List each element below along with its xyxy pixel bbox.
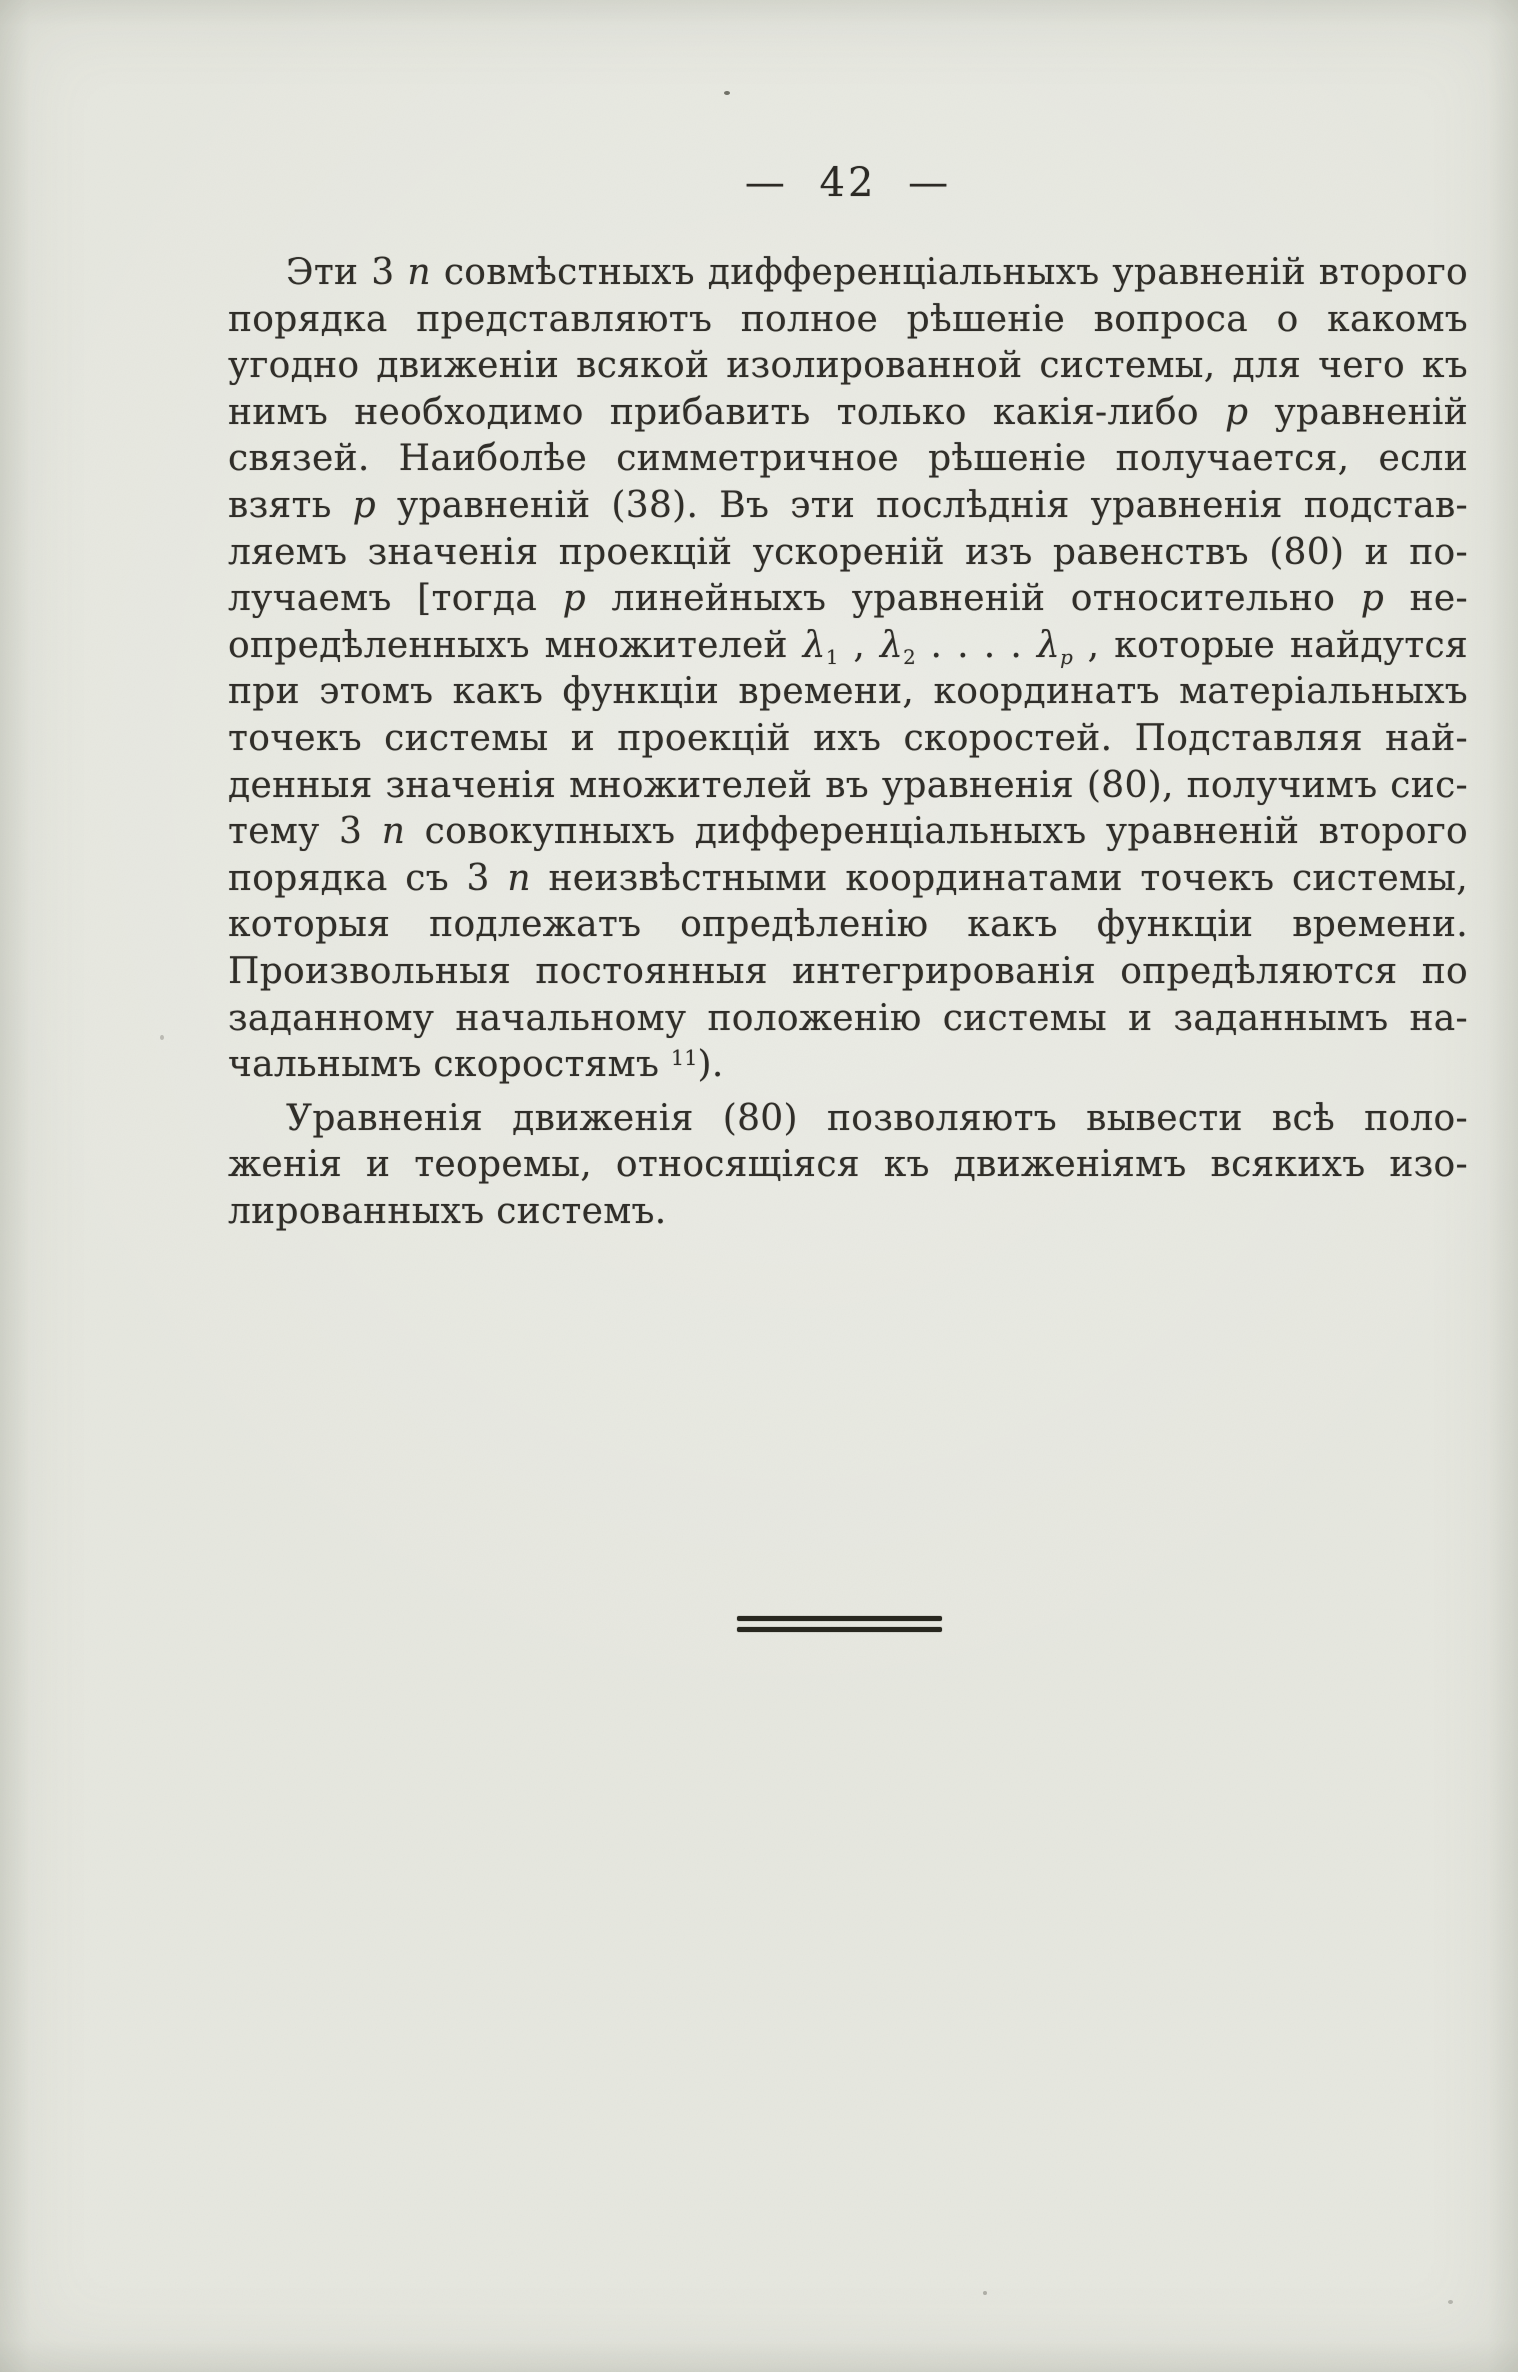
text-segment: женія и теоремы, относящіяся къ движеніямъ всякихъ изо- xyxy=(228,1144,1468,1186)
text-segment: тему 3 xyxy=(228,811,382,853)
text-segment: p xyxy=(1225,391,1249,433)
text-segment: опредѣленныхъ множителей xyxy=(228,624,803,666)
text-segment: n xyxy=(381,811,406,853)
scan-speck xyxy=(983,2291,987,2295)
body-text xyxy=(228,250,1468,1235)
text-segment: 2 xyxy=(903,645,916,669)
text-segment: угодно движеніи всякой изолированной системы, для чего къ xyxy=(228,345,1468,387)
scan-speck xyxy=(160,1035,164,1040)
text-segment: связей. Наиболѣе симметричное рѣшеніе получается, если xyxy=(228,438,1468,480)
text-segment: линейныхъ уравненій относительно xyxy=(586,578,1361,620)
text-line xyxy=(228,669,1468,716)
text-segment: 1 xyxy=(825,645,839,669)
text-segment: совокупныхъ дифференціальныхъ уравненій второго xyxy=(405,811,1469,853)
text-segment: ляемъ значенія проекцій ускореній изъ равенствъ (80) и по- xyxy=(228,531,1468,573)
scan-speck xyxy=(1448,2300,1453,2304)
page-number: — 42 — xyxy=(744,160,952,206)
text-line xyxy=(228,996,1468,1043)
text-line xyxy=(228,1189,1468,1236)
text-segment: ). xyxy=(697,1044,724,1086)
text-segment: p xyxy=(1360,578,1385,620)
text-line xyxy=(228,1142,1468,1189)
text-segment: , xyxy=(838,624,880,666)
text-line xyxy=(228,623,1468,670)
text-segment: чальнымъ скоростямъ xyxy=(228,1044,671,1086)
text-segment: неизвѣстными координатами точекъ системы, xyxy=(530,857,1468,899)
text-segment: p xyxy=(1060,645,1073,669)
text-segment: p xyxy=(352,484,376,526)
text-segment: . . . . xyxy=(915,624,1037,666)
text-segment: p xyxy=(562,578,586,620)
text-segment: не- xyxy=(1384,578,1468,620)
text-segment: лучаемъ [тогда xyxy=(228,578,563,620)
text-line xyxy=(228,250,1468,297)
text-segment: совмѣстныхъ дифференціальныхъ уравненій второго xyxy=(430,252,1469,293)
text-segment: , которые найдутся xyxy=(1072,624,1468,666)
text-line xyxy=(228,530,1468,577)
divider-rule-bottom xyxy=(737,1627,942,1632)
paragraph xyxy=(228,1096,1468,1236)
text-segment: при этомъ какъ функціи времени, координатъ матеріальныхъ xyxy=(228,671,1468,713)
text-line xyxy=(228,1096,1468,1143)
text-segment: уравненій (38). Въ эти послѣднія уравненія подстав- xyxy=(375,484,1469,526)
text-line xyxy=(228,949,1468,996)
text-segment: Уравненія движенія (80) позволяютъ вывести всѣ поло- xyxy=(286,1097,1468,1139)
text-segment: Произвольныя постоянныя интегрированія опредѣляются по xyxy=(228,950,1468,992)
text-segment: заданному начальному положенію системы и заданнымъ на- xyxy=(228,997,1468,1039)
paragraph xyxy=(228,250,1468,1089)
text-segment: точекъ системы и проекцій ихъ скоростей. Подставляя най- xyxy=(228,717,1468,759)
text-line xyxy=(228,297,1468,344)
section-divider xyxy=(737,1616,942,1632)
text-segment: которыя подлежатъ опредѣленію какъ функціи времени. xyxy=(228,904,1468,946)
text-line xyxy=(228,483,1468,530)
text-segment: λ xyxy=(879,624,904,666)
text-line xyxy=(228,902,1468,949)
text-line xyxy=(228,436,1468,483)
text-line xyxy=(228,390,1468,437)
text-segment: λ xyxy=(802,624,826,666)
text-segment: Эти 3 xyxy=(286,252,408,293)
text-line xyxy=(228,856,1468,903)
text-segment: денныя значенія множителей въ уравненія (80), получимъ сис- xyxy=(228,764,1468,806)
divider-rule-top xyxy=(737,1616,942,1621)
text-segment: взять xyxy=(228,484,353,526)
text-segment: n xyxy=(507,857,531,899)
text-segment: уравненій xyxy=(1248,391,1468,433)
text-line xyxy=(228,716,1468,763)
text-line xyxy=(228,809,1468,856)
text-segment: 11 xyxy=(670,1045,698,1070)
text-segment: n xyxy=(407,252,431,293)
text-line xyxy=(228,343,1468,390)
text-line xyxy=(228,763,1468,810)
text-segment: порядка представляютъ полное рѣшеніе вопроса о какомъ xyxy=(228,298,1468,340)
text-segment: нимъ необходимо прибавить только какія-либо xyxy=(228,391,1226,433)
scan-speck xyxy=(724,91,730,95)
text-line xyxy=(228,576,1468,623)
text-segment: λ xyxy=(1036,624,1061,666)
scan-speck xyxy=(1129,360,1133,364)
text-line xyxy=(228,1042,1468,1089)
text-segment: порядка съ 3 xyxy=(228,857,508,899)
text-segment: лированныхъ системъ. xyxy=(228,1190,667,1232)
